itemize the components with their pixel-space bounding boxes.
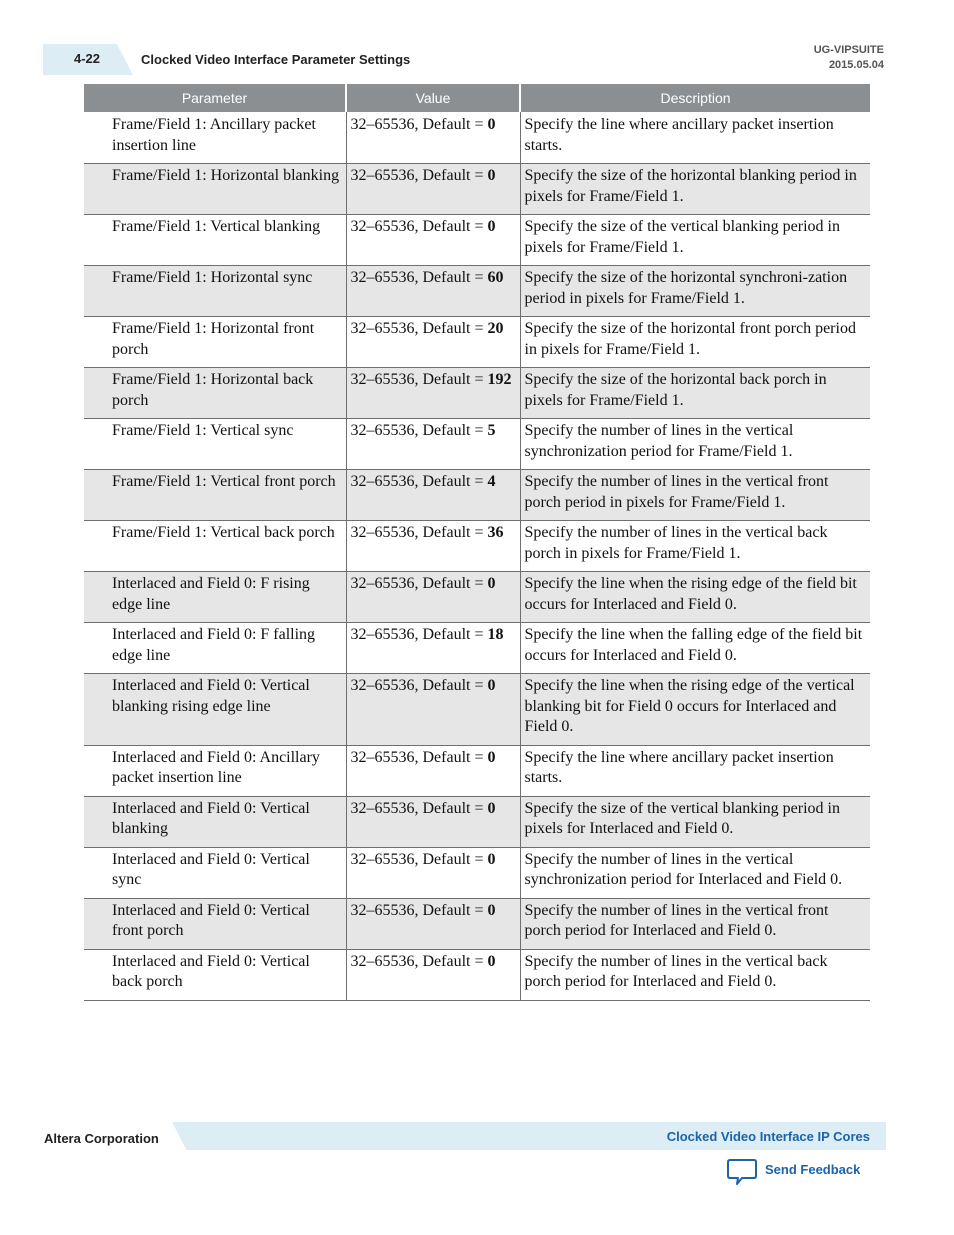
value-range: 32–65536, Default =: [350, 167, 488, 184]
value-range: 32–65536, Default =: [350, 575, 488, 592]
parameter-cell: Frame/Field 1: Horizontal back porch: [84, 368, 346, 419]
parameter-cell: Interlaced and Field 0: Ancillary packet insertion line: [84, 745, 346, 796]
default-value: 0: [487, 799, 496, 817]
default-value: 36: [487, 524, 504, 541]
value-range: 32–65536, Default =: [350, 371, 488, 388]
description-cell: Specify the line where ancillary packet insertion starts.: [520, 745, 870, 796]
value-cell: [346, 745, 520, 796]
table-row: [84, 215, 870, 266]
table-row: [84, 674, 870, 746]
description-cell: Specify the line where ancillary packet insertion starts.: [520, 112, 870, 164]
doc-id: UG-VIPSUITE: [813, 44, 884, 56]
value-range: 32–65536, Default =: [350, 799, 488, 817]
table-body: [84, 112, 870, 1000]
parameter-cell: Frame/Field 1: Horizontal blanking: [84, 164, 346, 215]
default-value: 0: [487, 575, 496, 592]
table-row: [84, 470, 870, 521]
description-cell: Specify the number of lines in the vertical back porch period for Interlaced and Field 0.: [520, 949, 870, 1000]
value-range: 32–65536, Default =: [350, 422, 488, 439]
value-cell: [346, 572, 520, 623]
table-row: [84, 266, 870, 317]
value-range: 32–65536, Default =: [350, 626, 488, 643]
description-cell: Specify the size of the horizontal front porch period in pixels for Frame/Field 1.: [520, 317, 870, 368]
default-value: 0: [487, 167, 496, 184]
value-cell: [346, 164, 520, 215]
default-value: 0: [487, 218, 496, 235]
description-cell: Specify the number of lines in the vertical synchronization period for Interlaced and Field 0.: [520, 847, 870, 898]
value-cell: [346, 949, 520, 1000]
default-value: 18: [487, 626, 504, 643]
table-row: [84, 521, 870, 572]
value-range: 32–65536, Default =: [350, 677, 488, 694]
doc-info: [814, 43, 884, 73]
parameter-cell: Frame/Field 1: Vertical sync: [84, 419, 346, 470]
column-header-description: Description: [520, 84, 870, 112]
table-row: [84, 949, 870, 1000]
table-row: [84, 112, 870, 164]
parameter-cell: Interlaced and Field 0: F falling edge line: [84, 623, 346, 674]
table-header-row: [84, 84, 870, 112]
value-cell: [346, 898, 520, 949]
default-value: 4: [487, 473, 496, 490]
table-row: [84, 419, 870, 470]
value-cell: [346, 215, 520, 266]
default-value: 0: [487, 677, 496, 694]
description-cell: Specify the size of the horizontal blanking period in pixels for Frame/Field 1.: [520, 164, 870, 215]
parameter-cell: Frame/Field 1: Vertical back porch: [84, 521, 346, 572]
value-range: 32–65536, Default =: [350, 320, 488, 337]
table-row: [84, 572, 870, 623]
page-number: 4-22: [74, 51, 101, 66]
value-range: 32–65536, Default =: [350, 116, 488, 133]
table-row: [84, 368, 870, 419]
value-cell: [346, 521, 520, 572]
default-value: 0: [487, 952, 496, 970]
description-cell: Specify the size of the horizontal back porch in pixels for Frame/Field 1.: [520, 368, 870, 419]
column-header-value: Value: [346, 84, 520, 112]
table-row: [84, 898, 870, 949]
description-cell: Specify the number of lines in the vertical front porch period for Interlaced and Field 0.: [520, 898, 870, 949]
description-cell: Specify the size of the vertical blanking period in pixels for Frame/Field 1.: [520, 215, 870, 266]
send-feedback-button[interactable]: [727, 1158, 860, 1188]
default-value: 0: [487, 748, 496, 766]
default-value: 192: [487, 371, 512, 388]
value-cell: [346, 317, 520, 368]
value-range: 32–65536, Default =: [350, 218, 488, 235]
description-cell: Specify the size of the vertical blanking period in pixels for Interlaced and Field 0.: [520, 796, 870, 847]
description-cell: Specify the number of lines in the vertical synchronization period for Frame/Field 1.: [520, 419, 870, 470]
send-feedback-label: Send Feedback: [765, 1162, 861, 1177]
description-cell: Specify the line when the rising edge of the field bit occurs for Interlaced and Field 0.: [520, 572, 870, 623]
default-value: 5: [487, 422, 496, 439]
default-value: 60: [487, 269, 504, 286]
value-cell: [346, 368, 520, 419]
table-row: [84, 164, 870, 215]
value-cell: [346, 419, 520, 470]
company-name: Altera Corporation: [44, 1131, 159, 1146]
value-range: 32–65536, Default =: [350, 524, 488, 541]
doc-date: 2015.05.04: [828, 59, 884, 71]
description-cell: Specify the number of lines in the vertical front porch period in pixels for Frame/Field 1.: [520, 470, 870, 521]
value-range: 32–65536, Default =: [350, 901, 488, 919]
parameter-cell: Interlaced and Field 0: Vertical front porch: [84, 898, 346, 949]
table-row: [84, 317, 870, 368]
value-cell: [346, 112, 520, 164]
value-cell: [346, 470, 520, 521]
doc-link[interactable]: Clocked Video Interface IP Cores: [666, 1129, 870, 1144]
parameter-cell: Interlaced and Field 0: Vertical sync: [84, 847, 346, 898]
table-row: [84, 623, 870, 674]
default-value: 20: [487, 320, 504, 337]
parameter-table: [84, 84, 870, 1001]
section-title: Clocked Video Interface Parameter Settings: [141, 52, 411, 67]
description-cell: Specify the line when the falling edge of the field bit occurs for Interlaced and Field 0.: [520, 623, 870, 674]
description-cell: Specify the line when the rising edge of the vertical blanking bit for Field 0 occurs for Interlaced and Field 0.: [520, 674, 870, 746]
parameter-cell: Frame/Field 1: Ancillary packet insertion line: [84, 112, 346, 164]
value-range: 32–65536, Default =: [350, 748, 488, 766]
table-row: [84, 745, 870, 796]
parameter-cell: Frame/Field 1: Vertical blanking: [84, 215, 346, 266]
value-cell: [346, 623, 520, 674]
value-range: 32–65536, Default =: [350, 269, 488, 286]
parameter-cell: Frame/Field 1: Vertical front porch: [84, 470, 346, 521]
value-cell: [346, 847, 520, 898]
table-row: [84, 847, 870, 898]
parameter-cell: Interlaced and Field 0: Vertical blanking: [84, 796, 346, 847]
column-header-parameter: Parameter: [84, 84, 346, 112]
value-cell: [346, 674, 520, 746]
parameter-cell: Frame/Field 1: Horizontal front porch: [84, 317, 346, 368]
table-row: [84, 796, 870, 847]
value-range: 32–65536, Default =: [350, 952, 488, 970]
default-value: 0: [487, 901, 496, 919]
description-cell: Specify the number of lines in the vertical back porch in pixels for Frame/Field 1.: [520, 521, 870, 572]
parameter-cell: Interlaced and Field 0: Vertical blanking rising edge line: [84, 674, 346, 746]
default-value: 0: [487, 116, 496, 133]
value-range: 32–65536, Default =: [350, 850, 488, 868]
value-cell: [346, 796, 520, 847]
parameter-cell: Interlaced and Field 0: F rising edge line: [84, 572, 346, 623]
value-cell: [346, 266, 520, 317]
value-range: 32–65536, Default =: [350, 473, 488, 490]
parameter-cell: Frame/Field 1: Horizontal sync: [84, 266, 346, 317]
speech-bubble-icon: [727, 1158, 757, 1191]
default-value: 0: [487, 850, 496, 868]
description-cell: Specify the size of the horizontal synchroni-zation period in pixels for Frame/Field 1.: [520, 266, 870, 317]
parameter-cell: Interlaced and Field 0: Vertical back porch: [84, 949, 346, 1000]
